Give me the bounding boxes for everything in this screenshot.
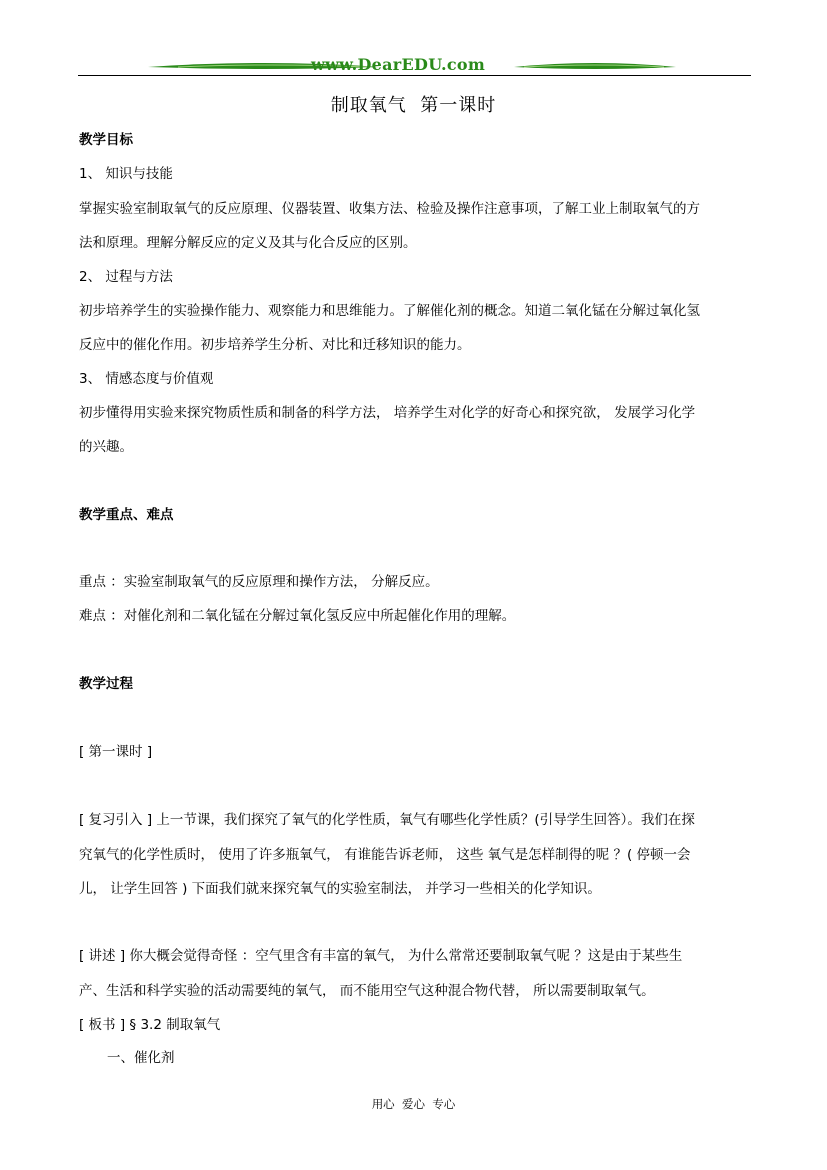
objective-2-heading: 2、 过程与方法 [79,269,173,285]
lesson-marker: [ 第一课时 ] [79,744,153,760]
key-point-line: 重点 ：实验室制取氧气的反应原理和操作方法， 分解反应。 [79,574,439,590]
paragraph-line: 的兴趣。 [79,439,133,455]
page-header [78,54,751,78]
section-heading-objectives: 教学目标 [79,132,133,148]
objective-3-heading: 3、 情感态度与价值观 [79,371,214,387]
board-note-line: [ 板书 ] § 3.2 制取氧气 [79,1017,221,1033]
document-title: 制取氧气 第一课时 [330,95,497,116]
page-footer: 用心 爱心 专心 [371,1097,456,1111]
paragraph-line: 初步懂得用实验来探究物质性质和制备的科学方法， 培养学生对化学的好奇心和探究欲， 发展学习化学 [79,405,696,421]
section-heading-process: 教学过程 [79,676,133,692]
objective-1-heading: 1、 知识与技能 [79,166,173,182]
paragraph-line: 儿， 让学生回答 ) 下面我们就来探究氧气的实验室制法， 并学习一些相关的化学知识。 [79,881,601,897]
paragraph-line: [ 复习引入 ] 上一节课，我们探究了氧气的化学性质，氧气有哪些化学性质？(引导学生回答）。我们在探 [79,812,695,828]
paragraph-line: 究氧气的化学性质时， 使用了许多瓶氧气， 有谁能告诉老师， 这些 氧气是怎样制得的呢 ？( 停顿一会 [79,847,691,863]
right-swoosh-decoration [514,62,676,72]
paragraph-line: [ 讲述 ] 你大概会觉得奇怪 ：空气里含有丰富的氧气， 为什么常常还要制取氧气呢 ？这是由于某些生 [79,948,683,964]
site-logo-text: www.DearEDU.com [311,55,486,74]
header-rule [78,75,751,76]
paragraph-line: 法和原理。理解分解反应的定义及其与化合反应的区别。 [79,235,417,251]
paragraph-line: 产、生活和科学实验的活动需要纯的氧气， 而不能用空气这种混合物代替， 所以需要制取氧气。 [79,983,655,999]
difficulty-line: 难点 ：对催化剂和二氧化锰在分解过氧化氢反应中所起催化作用的理解。 [79,608,516,624]
subsection-heading-catalyst: 一、催化剂 [107,1050,175,1066]
paragraph-line: 初步培养学生的实验操作能力、观察能力和思维能力。了解催化剂的概念。知道二氧化锰在分解过氧化氢 [79,303,700,319]
paragraph-line: 反应中的催化作用。初步培养学生分析、对比和迁移知识的能力。 [79,337,471,353]
section-heading-key-points: 教学重点、难点 [79,507,174,523]
paragraph-line: 掌握实验室制取氧气的反应原理、仪器装置、收集方法、检验及操作注意事项，了解工业上制取氧气的方 [79,201,700,217]
